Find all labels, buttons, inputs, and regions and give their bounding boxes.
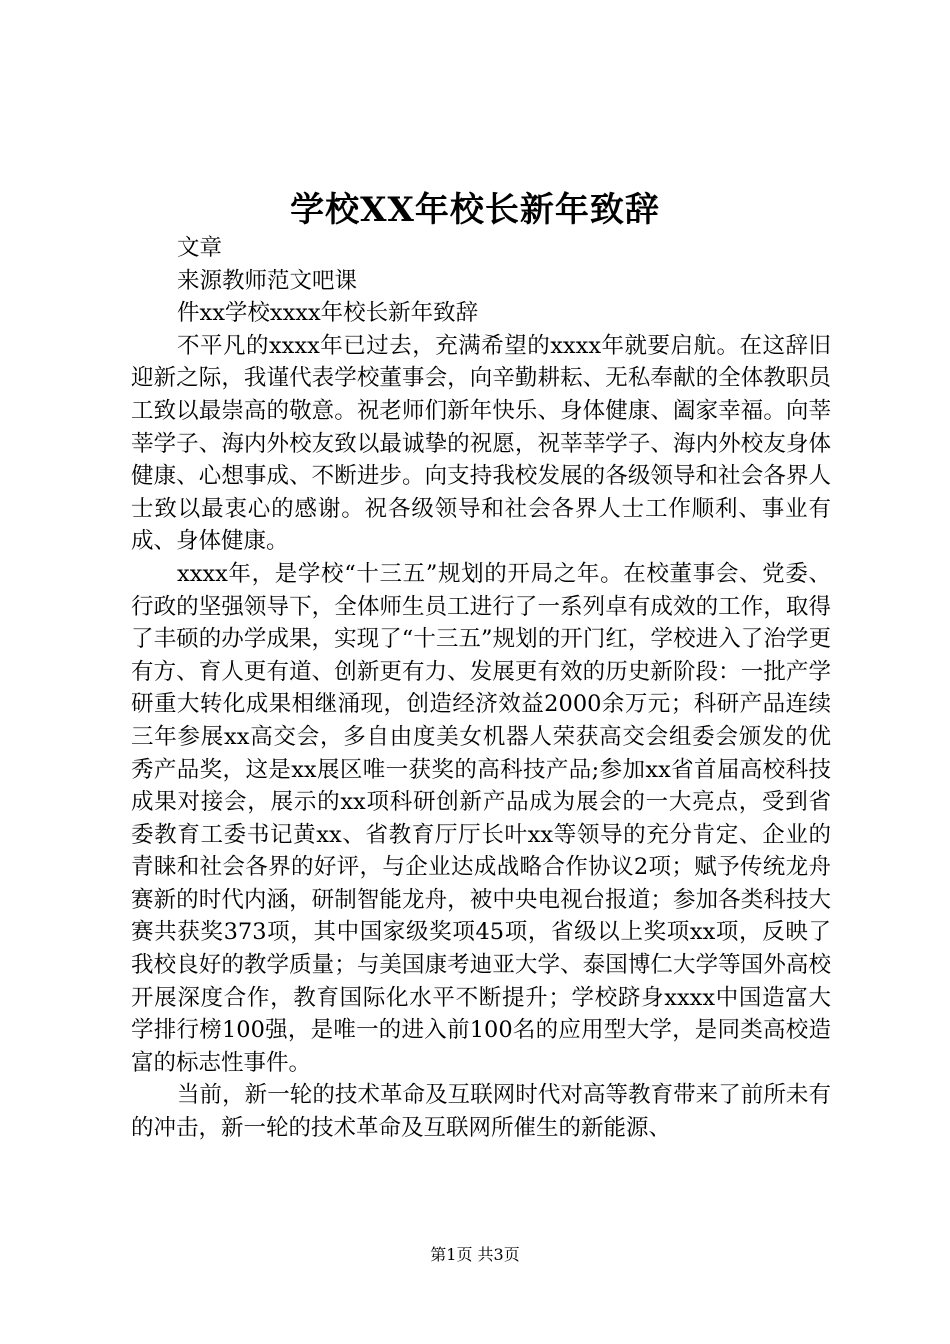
document-title: 学校XX年校长新年致辞: [290, 190, 660, 230]
paragraph: xxxx年，是学校“十三五”规划的开局之年。在校董事会、党委、行政的坚强领导下，全体师生员工进行了一系列卓有成效的工作，取得了丰硕的办学成果，实现了“十三五”规划的开门红，学校进入了治学更有方、育人更有道、创新更有力、发展更有效的历史新阶段：一批产学研重大转化成果相继涌现，创造经济效益2000余万元；科研产品连续三年参展xx高交会，多自由度美女机器人荣获高交会组委会颁发的优秀产品奖，这是xx展区唯一获奖的高科技产品;参加xx省首届高校科技成果对接会，展示的xx项科研创新产品成为展会的一大亮点，受到省委教育工委书记黄xx、省教育厅厅长叶xx等领导的充分肯定、企业的青睐和社会各界的好评，与企业达成战略合作协议2项；赋予传统龙舟赛新的时代内涵，研制智能龙舟，被中央电视台报道；参加各类科技大赛共获奖373项，其中国家级奖项45项，省级以上奖项xx项，反映了我校良好的教学质量；与美国康考迪亚大学、泰国博仁大学等国外高校开展深度合作，教育国际化水平不断提升；学校跻身xxxx中国造富大学排行榜100强，是唯一的进入前100名的应用型大学，是同类高校造富的标志性事件。: [131, 560, 831, 1076]
paragraph: 不平凡的xxxx年已过去，充满希望的xxxx年就要启航。在这辞旧迎新之际，我谨代表学校董事会，向辛勤耕耘、无私奉献的全体教职员工致以最崇高的敬意。祝老师们新年快乐、身体健康、阖家幸福。向莘莘学子、海内外校友致以最诚挚的祝愿，祝莘莘学子、海内外校友身体健康、心想事成、不断进步。向支持我校发展的各级领导和社会各界人士致以最衷心的感谢。祝各级领导和社会各界人士工作顺利、事业有成、身体健康。: [131, 332, 831, 555]
heading-line: 件xx学校xxxx年校长新年致辞: [177, 300, 479, 327]
document-body: [131, 232, 831, 1145]
page-footer: 第1页 共3页: [430, 1245, 520, 1264]
heading-line: 来源教师范文吧课: [177, 267, 358, 294]
heading-line: 文章: [177, 235, 223, 261]
paragraph: 当前，新一轮的技术革命及互联网时代对高等教育带来了前所未有的冲击，新一轮的技术革命及互联网所催生的新能源、: [131, 1082, 831, 1142]
